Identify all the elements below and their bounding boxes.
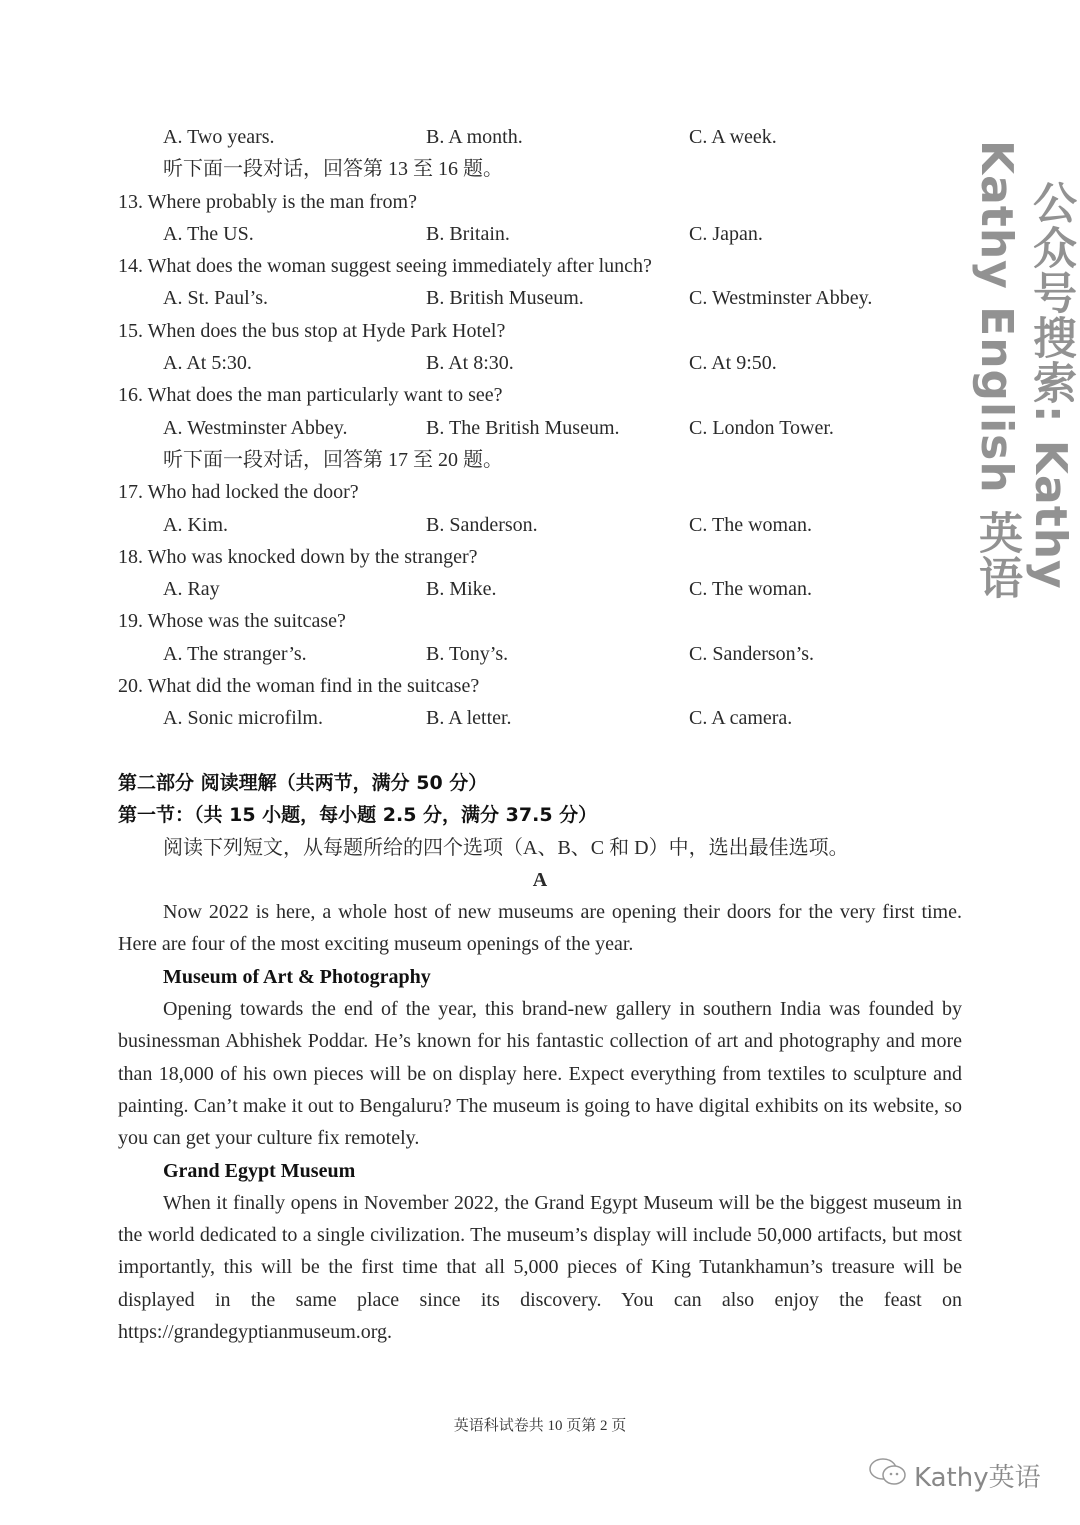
option-b: B. Sanderson. xyxy=(426,513,538,536)
question-text: 14. What does the woman suggest seeing immediately after lunch? xyxy=(118,255,652,278)
group-instruction-17-20: 听下面一段对话，回答第 17 至 20 题。 xyxy=(163,448,503,471)
question-text: 17. Who had locked the door? xyxy=(118,481,359,504)
passage-intro: Now 2022 is here, a whole host of new museums are opening their doors for the very first time. Here are four of the most exciting museum openings of the year. xyxy=(118,901,962,956)
option-c: C. The woman. xyxy=(689,578,812,601)
question-text: 20. What did the woman find in the suitcase? xyxy=(118,675,480,698)
option-c: C. A camera. xyxy=(689,707,793,730)
question-text: 19. Whose was the suitcase? xyxy=(118,610,346,633)
options-row xyxy=(118,509,962,541)
questions-13-16 xyxy=(118,186,962,444)
watermark-line2: 公众号搜索: Kathy xyxy=(1025,180,1076,590)
option-c: C. Japan. xyxy=(689,222,763,245)
options-row xyxy=(118,702,962,734)
museum2-text: When it finally opens in November 2022, the Grand Egypt Museum will be the biggest museum in the world dedicated to a single civilization. The museum’s display will include 50,000 artifacts, but most importantly, this will be the first time that all 5,000 pieces of King Tutankhamun’s treasure will be displayed in the same place since its discovery. You can also enjoy the feast on https://grandegyptianmuseum.org. xyxy=(118,1191,962,1343)
group-instruction-13-16: 听下面一段对话，回答第 13 至 16 题。 xyxy=(163,158,503,181)
options-row-12 xyxy=(118,121,962,153)
passage-label: A xyxy=(532,868,548,891)
option-a: A. Sonic microfilm. xyxy=(163,707,323,730)
option-a: A. The stranger’s. xyxy=(163,642,307,665)
options-row xyxy=(118,638,962,670)
option-a: A. Ray xyxy=(163,578,220,601)
museum1-title: Museum of Art & Photography xyxy=(163,965,431,988)
brand-name: Kathy英语 xyxy=(914,1463,1041,1493)
part2-title: 第二部分 阅读理解（共两节，满分 50 分） xyxy=(118,771,488,794)
brand-badge xyxy=(868,1456,1041,1495)
option-a: A. St. Paul’s. xyxy=(163,287,269,310)
questions-17-20 xyxy=(118,476,962,734)
option-a: A. At 5:30. xyxy=(163,352,252,375)
option-c: C. London Tower. xyxy=(689,416,834,439)
question-text: 18. Who was knocked down by the stranger? xyxy=(118,545,478,568)
exam-page-content xyxy=(118,121,962,1348)
option-c: C. The woman. xyxy=(689,513,812,536)
question-text: 16. What does the man particularly want to see? xyxy=(118,384,503,407)
option-b: B. The British Museum. xyxy=(426,416,620,439)
question-text: 15. When does the bus stop at Hyde Park Hotel? xyxy=(118,319,506,342)
options-row xyxy=(118,282,962,314)
option-a: A. Kim. xyxy=(163,513,228,536)
option-b: B. Tony’s. xyxy=(426,642,509,665)
wechat-icon xyxy=(868,1456,908,1495)
options-row xyxy=(118,573,962,605)
option-c: C. At 9:50. xyxy=(689,352,777,375)
reading-instruction: 阅读下列短文，从每题所给的四个选项（A、B、C 和 D）中，选出最佳选项。 xyxy=(163,836,849,859)
page-footer: 英语科试卷共 10 页第 2 页 xyxy=(453,1418,627,1434)
option-b: B. Mike. xyxy=(426,578,497,601)
option-b: B. A letter. xyxy=(426,707,512,730)
option-b: B. British Museum. xyxy=(426,287,584,310)
option-b: B. At 8:30. xyxy=(426,352,514,375)
options-row xyxy=(118,218,962,250)
options-row xyxy=(118,412,962,444)
option-b: B. A month. xyxy=(426,126,523,148)
watermark-line1: Kathy English 英语 xyxy=(971,140,1022,601)
question-text: 13. Where probably is the man from? xyxy=(118,190,417,213)
museum2-title: Grand Egypt Museum xyxy=(163,1159,356,1182)
option-a: A. Two years. xyxy=(163,126,275,148)
option-c: C. Sanderson’s. xyxy=(689,642,814,665)
section1-title: 第一节：（共 15 小题，每小题 2.5 分，满分 37.5 分） xyxy=(118,804,598,827)
options-row xyxy=(118,347,962,379)
option-b: B. Britain. xyxy=(426,222,510,245)
spacer xyxy=(118,735,962,767)
option-a: A. Westminster Abbey. xyxy=(163,416,348,439)
option-a: A. The US. xyxy=(163,222,254,245)
museum1-text: Opening towards the end of the year, this brand-new gallery in southern India was founded by businessman Abhishek Poddar. He’s known for his fantastic collection of art and photography and more than 18,000 of his own pieces will be on display here. Expect everything from textiles to sculpture and painting. Can’t make it out to Bengaluru? The museum is going to have digital exhibits on its website, so you can get your culture fix remotely. xyxy=(118,998,962,1150)
option-c: C. A week. xyxy=(689,126,777,148)
option-c: C. Westminster Abbey. xyxy=(689,287,873,310)
